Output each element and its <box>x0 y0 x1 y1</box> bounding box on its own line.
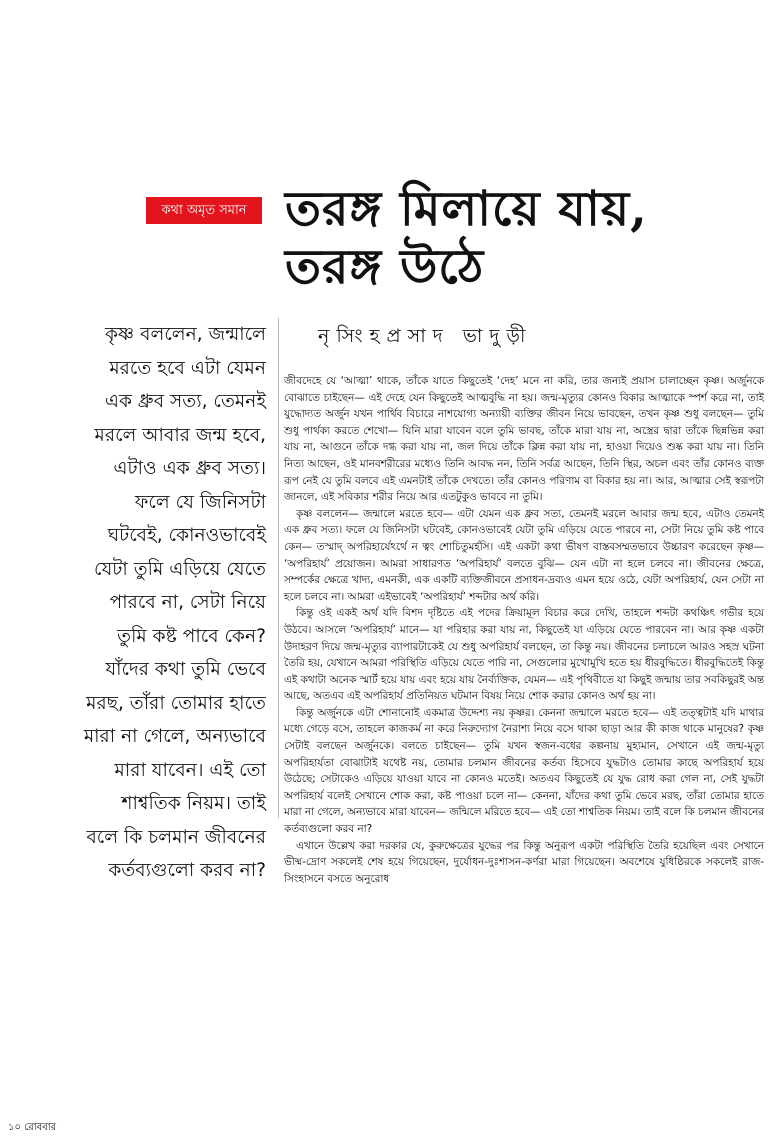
body-paragraph: এখানে উল্লেখ করা দরকার যে, কুরুক্ষেত্রের যুদ্ধের পর কিন্তু অনুরূপ একটা পরিস্থিতি তৈরি হয়েছিল এবং সেখানে ভীষ্ম-দ্রোণ সকলেই শেষ হয়ে গিয়েছেন, দুর্যোধন-দুঃশাসন-কর্ণরা মারা গিয়েছেন। অবশেষে যুধিষ্ঠিরকে সকলেই রাজ-সিংহাসনে বসতে অনুরোধ <box>284 839 764 885</box>
pull-quote-line: মারা যাবেন। এই তো <box>114 759 266 781</box>
pull-quote-line: ঘটবেই, কোনওভাবেই <box>107 525 266 546</box>
headline-line-1: তরঙ্গ মিলায়ে যায়, <box>285 181 648 237</box>
pull-quote-line: কৃষ্ণ বললেন, জন্মালে <box>105 324 266 345</box>
pull-quote <box>8 318 266 888</box>
pull-quote-line: মরলে আবার জন্ম হবে, <box>94 424 266 446</box>
article-body <box>284 373 764 887</box>
pull-quote-line: মরতে হবে এটা যেমন <box>109 357 266 379</box>
headline-line-2: তরঙ্গ উঠে <box>285 239 485 295</box>
pull-quote-line: ফলে যে জিনিসটা <box>134 491 266 513</box>
pull-quote-line: যেটা তুমি এড়িয়ে যেতে <box>94 558 266 580</box>
pull-quote-line: যাঁদের কথা তুমি ভেবে <box>105 659 266 680</box>
pull-quote-line: এটাও এক ধ্রুব সত্য। <box>113 458 266 479</box>
body-paragraph: কৃষ্ণ বললেন— জন্মালে মরতে হবে— এটা যেমন এক ধ্রুব সত্য, তেমনই মরলে আবার জন্ম হবে, এটাও তেমনই এক ধ্রুব সত্য। ফলে যে জিনিসটা ঘটবেই, কোনওভাবেই যেটা তুমি এড়িয়ে যেতে পারবে না, সেটা নিয়ে তুমি কষ্ট পাবে কেন— তস্মাদ্ অপরিহার্যেঽর্থে ন ত্বং শোচিতুমর্হসি। এই একটা কথা ভীষণ বাস্তবসম্মতভাবে উচ্চারণ করেছেন কৃষ্ণ— ‘অপরিহার্য’ প্রয়োজন। আমরা সাধারণত ‘অপরিহার্য’ বলতে বুঝি— যেন এটা না হলে চলবে না। জীবনের ক্ষেত্রে, সম্পর্কের ক্ষেত্রে খাদ্য, এমনকী, এক একটি ব্যক্তিজীবনে প্রসাধন-দ্রব্যও এমন হয়ে ওঠে, যেটা অপরিহার্য, যেন সেটা না হলে চলবে না। আমরা এইভাবেই ‘অপরিহার্য’ শব্দটার অর্থ করি। <box>284 507 764 603</box>
pull-quote-line: মরছ, তাঁরা তোমার হাতে <box>86 692 266 714</box>
body-paragraph: কিন্তু ওই একই অর্থ যদি বিশদ দৃষ্টিতে এই পদের ক্রিয়ামূল বিচার করে দেখি, তাহলে শব্দটা কথঞ্চিৎ গভীর হয়ে উঠবে। আসলে ‘অপরিহার্য’ মানে— যা পরিহার করা যায় না, কিছুতেই যা এড়িয়ে যেতে পারবেন না। আর কৃষ্ণ একটা উদাহরণ দিয়ে জন্ম-মৃত্যুর ব্যাপারটাকেই যে শুধু অপরিহার্য বলছেন, তা কিন্তু নয়। জীবনের চলাচলে আরও সহস্র ঘটনা তৈরি হয়, যেখানে আমরা পরিস্থিতি এড়িয়ে যেতে পারি না, সেগুলোর মুখোমুখি হতে হয় ধীরবুদ্ধিতে। ধীরবুদ্ধিতেই কিন্তু এই কথাটা অনেক স্মার্ট হয়ে যায় এবং হয়ে যায় নৈর্ব্যক্তিক, যেমন— এই পৃথিবীতে যা কিছুই জন্মায় তার সবকিছুরই অন্ত আছে, অতএব এই অপরিহার্য প্রতিনিয়ত ঘটমান বিষয় নিয়ে শোক করার কোনও অর্থ হয় না। <box>284 607 764 703</box>
pull-quote-line: পারবে না, সেটা নিয়ে <box>109 592 266 613</box>
pull-quote-line: বলে কি চলমান জীবনের <box>86 826 266 848</box>
column-divider <box>278 318 279 818</box>
pull-quote-line: মারা না গেলে, অন্যভাবে <box>83 726 266 747</box>
section-tag: কথা অমৃত সমান <box>146 197 262 224</box>
pull-quote-line: তুমি কষ্ট পাবে কেন? <box>117 625 266 647</box>
page-folio: ১০ রোববার <box>8 1122 57 1133</box>
body-paragraph: কিন্তু অর্জুনকে এটা শোনানোই একমাত্র উদ্দেশ্য নয় কৃষ্ণর। কেননা জন্মালে মরতে হবে— এই তত্ত্বটাই যদি মাথার মধ্যে গেড়ে বসে, তাহলে কাজকর্ম না করে নিরুদ্যোগ নৈরাশ্য নিয়ে বসে থাকা ছাড়া আর কী কাজ থাকে মানুষের? কৃষ্ণ সেটাই বলছেন অর্জুনকে। বলতে চাইছেন— তুমি যখন স্বজন-বধের কল্পনায় মুহ্যমান, সেখানে এই জন্ম-মৃত্যু অপরিহার্যতা বোঝাটাই যথেষ্ট নয়, তোমার চলমান জীবনের কর্তব্য হিসেবে যুদ্ধটাও তোমার কাছে অপরিহার্য হয়ে উঠেছে; সেটাকেও এড়িয়ে যাওয়া যাবে না কোনও মতেই। অতএব কিছুতেই যে যুদ্ধ রোধ করা গেল না, সেই যুদ্ধটা অপরিহার্য বলেই সেখানে শোক করা, কষ্ট পাওয়া চলে না— কেননা, যাঁদের কথা তুমি ভেবে মরছ, তাঁরা তোমার হাতে মারা না গেলে, অন্যভাবে মারা যাবেন— জন্মিলে মরিতে হবে— এই তো শাশ্বতিক নিয়ম। তাই বলে কি চলমান জীবনের কর্তব্যগুলো করব না? <box>284 706 764 836</box>
body-paragraph: জীবদেহে যে ‘আত্মা’ থাকে, তাঁকে যাতে কিছুতেই ‘দেহ’ মনে না করি, তার জন্যই প্রয়াস চালাচ্ছেন কৃষ্ণ। অর্জুনকে বোঝাতে চাইছেন— এই দেহে যেন কিছুতেই আত্মবুদ্ধি না হয়। জন্ম-মৃত্যুর কোনও বিকার আত্মাকে স্পর্শ করে না, তাই যুদ্ধোদ্যত অর্জুন যখন পার্থিব বিচারে নাশযোগ্য অন্যায়ী ব্যক্তির জীবন নিয়ে ভাবছেন, তখন কৃষ্ণ শুধু বলছেন— তুমি শুধু পার্থক্য করতে শেখো— যিনি মারা যাবেন বলে তুমি ভাবছ, তাঁকে মারা যায় না, অস্ত্রের দ্বারা তাঁকে ছিন্নভিন্ন করা যায় না, আগুনে তাঁকে দগ্ধ করা যায় না, জল দিয়ে তাঁকে ক্লিন্ন করা যায় না, হাওয়া দিয়েও শুষ্ক করা যায় না। তিনি নিত্য আছেন, ওই মানবশরীরের মধ্যেও তিনি আবদ্ধ নন, তিনি সর্বত্র আছেন, তিনি স্থির, অচল এবং তাঁর কোনও ব্যক্ত রূপ নেই যে তুমি বলবে এই এমনটাই তাঁকে দেখতে। তাঁর কোনও পরিণাম বা বিকার হয় না। আর, আত্মার সেই স্বরূপটা জানলে, এই সবিকার শরীর নিয়ে আর এতটুকুও ভাববে না তুমি। <box>284 375 764 504</box>
pull-quote-line: শাশ্বতিক নিয়ম। তাই <box>121 793 266 814</box>
pull-quote-line: এক ধ্রুব সত্য, তেমনই <box>104 391 266 412</box>
headline <box>285 180 765 296</box>
pull-quote-line: কর্তব্যগুলো করব না? <box>108 860 266 881</box>
author-byline: নৃসিংহপ্রসাদ ভাদুড়ী <box>318 325 533 347</box>
